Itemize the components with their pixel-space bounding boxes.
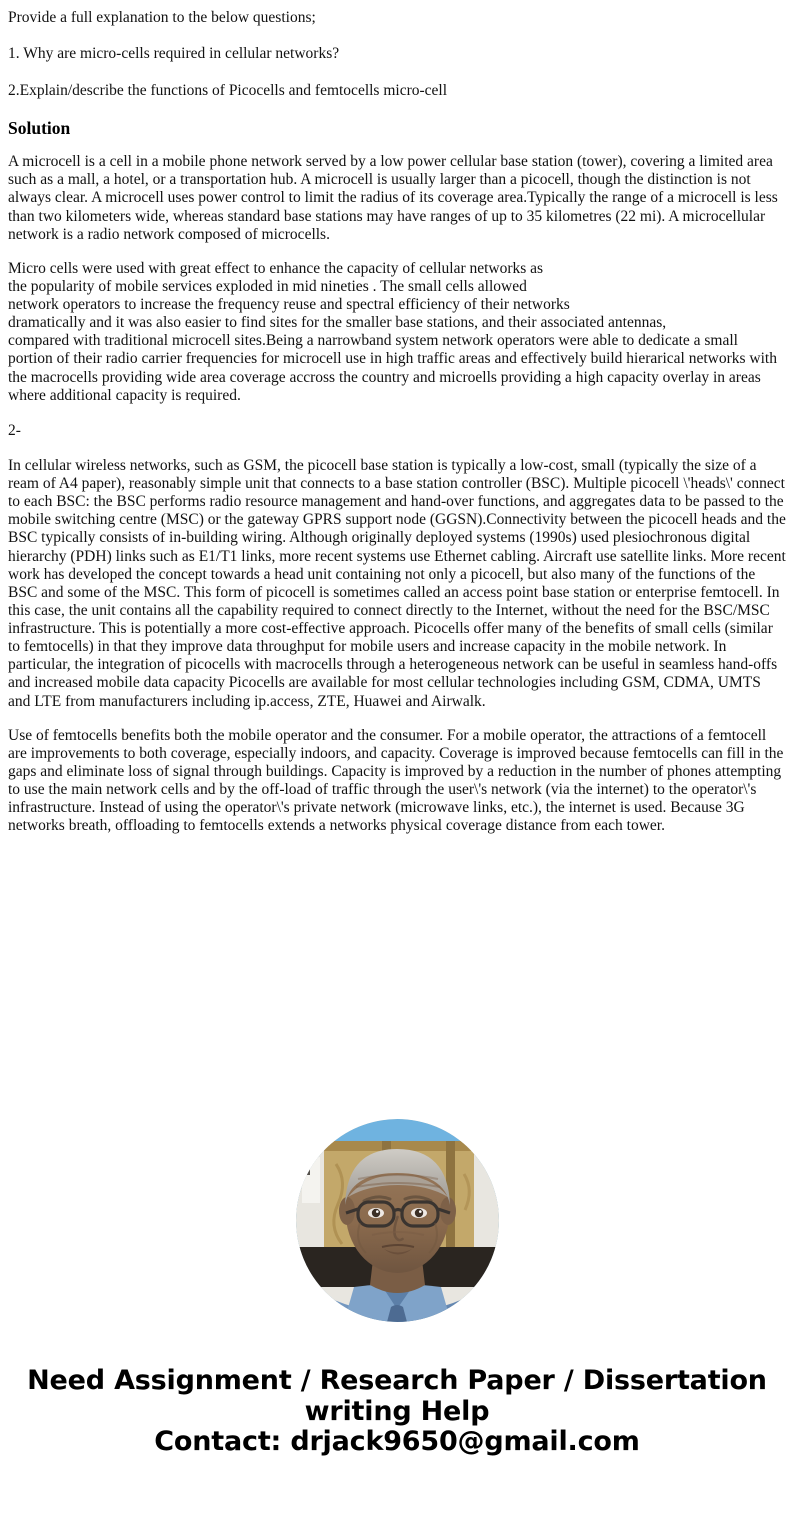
vertical-spacer [8, 851, 786, 1119]
answer-paragraph-1: A microcell is a cell in a mobile phone network served by a low power cellular base station (tower), covering a limited area such as a mall, a hotel, or a transportation hub. A microcell is usually larger than a picocell, though the distinction is not always clear. A microcell uses power control to limit the radius of its coverage area.Typically the range of a microcell is less than two kilometers wide, whereas standard base stations may have ranges of up to 35 kilometres (22 mi). A microcellular network is a radio network composed of microcells. [8, 153, 778, 243]
solution-heading: Solution [8, 118, 71, 139]
footer-contact-block [8, 1366, 786, 1458]
avatar [296, 1119, 499, 1322]
footer-line-2: writing Help [304, 1395, 490, 1427]
paragraph-2-line-3: network operators to increase the frequency reuse and spectral efficiency of their networks [8, 296, 570, 314]
answer-paragraph-3: In cellular wireless networks, such as GSM, the picocell base station is typically a low-cost, small (typically the size of a ream of A4 paper), reasonably simple unit that connects to a base station controller (BSC). Multiple picocell \'heads\' connect to each BSC: the BSC performs radio resource management and hand-over functions, and aggregates data to be passed to the mobile switching centre (MSC) or the gateway GPRS support node (GGSN).Connectivity between the picocell heads and the BSC typically consists of in-building wiring. Although originally deployed systems (1990s) used plesiochronous digital hierarchy (PDH) links such as E1/T1 links, more recent systems use Ethernet cabling. Aircraft use satellite links. More recent work has developed the concept towards a head unit containing not only a picocell, but also many of the functions of the BSC and some of the MSC. This form of picocell is sometimes called an access point base station or enterprise femtocell. In this case, the unit contains all the capability required to connect directly to the Internet, without the need for the BSC/MSC infrastructure. This is potentially a more cost-effective approach. Picocells offer many of the benefits of small cells (similar to femtocells) in that they improve data throughput for mobile users and increase capacity in the mobile network. In particular, the integration of picocells with macrocells through a heterogeneous network can be useful in seamless hand-offs and increased mobile data capacity Picocells are available for most cellular technologies including GSM, CDMA, UMTS and LTE from manufacturers including ip.access, ZTE, Huawei and Airwalk. [8, 456, 786, 710]
question-1: 1. Why are micro-cells required in cellular networks? [8, 45, 340, 63]
footer-line-3: Contact: drjack9650@gmail.com [154, 1426, 640, 1458]
paragraph-2-line-1: Micro cells were used with great effect to enhance the capacity of cellular networks as [8, 259, 544, 277]
paragraph-2-line-2: the popularity of mobile services exploded in mid nineties . The small cells allowed [8, 277, 527, 295]
question-2: 2.Explain/describe the functions of Picocells and femtocells micro-cell [8, 81, 448, 99]
section-2-marker: 2- [8, 421, 21, 439]
answer-paragraph-4: Use of femtocells benefits both the mobile operator and the consumer. For a mobile operator, the attractions of a femtocell are improvements to both coverage, especially indoors, and capacity. Coverage is improved because femtocells can fill in the gaps and eliminate loss of signal through buildings. Capacity is improved by a reduction in the number of phones attempting to use the main network cells and by the off-load of traffic through the user\'s network (via the internet) to the operator\'s infrastructure. Instead of using the operator\'s private network (microwave links, etc.), the internet is used. Because 3G networks breath, offloading to femtocells extends a networks physical coverage distance from each tower. [8, 726, 784, 835]
paragraph-2-line-4: dramatically and it was also easier to find sites for the smaller base stations, and their associated antennas, [8, 314, 667, 332]
footer-line-1: Need Assignment / Research Paper / Dissertation [27, 1365, 767, 1397]
prompt-text: Provide a full explanation to the below questions; [8, 9, 316, 26]
paragraph-2-line-5: compared with traditional microcell sites.Being a narrowband system network operators were able to dedicate a small portion of their radio carrier frequencies for microcell use in high traffic areas and effectively build hierarical networks with the macrocells providing wide area coverage accross the country and microells providing a high capacity overlay in areas where additional capacity is required. [8, 332, 777, 404]
photo-container [8, 1119, 786, 1322]
answer-paragraph-2 [8, 260, 786, 405]
